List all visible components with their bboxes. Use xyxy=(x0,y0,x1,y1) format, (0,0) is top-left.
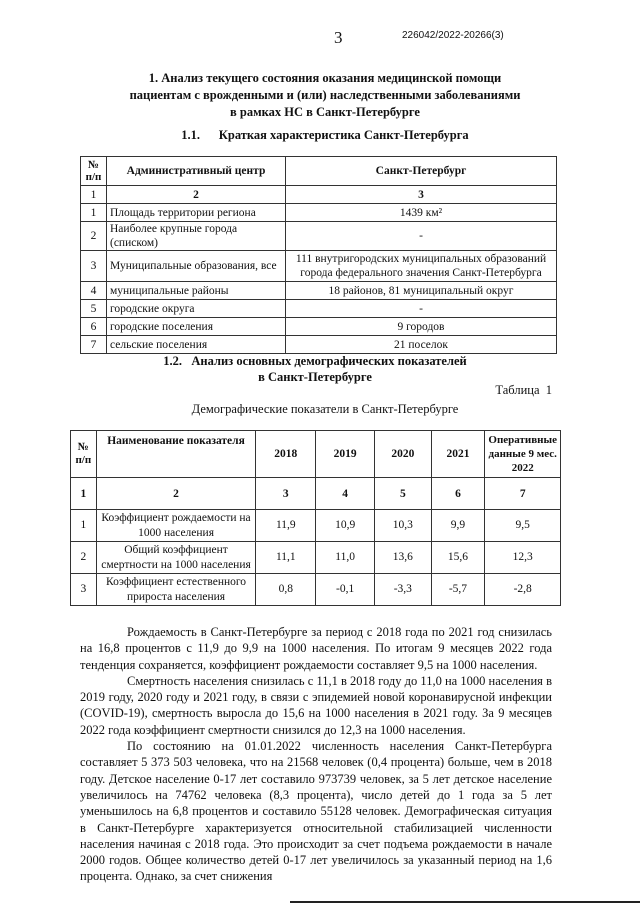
table-cell: 7 xyxy=(485,478,561,510)
page-bottom-divider xyxy=(290,901,640,903)
table-cell: сельские поселения xyxy=(107,336,286,354)
table-cell: -3,3 xyxy=(375,574,431,606)
heading-line: 1. Анализ текущего состояния оказания медицинской помощи xyxy=(148,71,502,85)
table-cell: 18 районов, 81 муниципальный округ xyxy=(286,282,557,300)
city-characteristics-table xyxy=(80,156,557,354)
header-cell: Оперативные данные 9 мес. 2022 xyxy=(485,431,561,478)
table-cell: 0,8 xyxy=(256,574,316,606)
heading-line: в рамках НС в Санкт-Петербурге xyxy=(230,105,420,119)
heading-line: пациентам с врожденными и (или) наследственными заболеваниями xyxy=(129,88,521,102)
table-cell: 2 xyxy=(107,186,286,204)
table-cell: - xyxy=(286,300,557,318)
table-cell: Муниципальные образования, все xyxy=(107,251,286,282)
section-heading-1-1: 1.1. Краткая характеристика Санкт-Петербурга xyxy=(181,128,469,142)
table-cell: Общий коэффициент смертности на 1000 населения xyxy=(96,542,256,574)
section-heading-1-2 xyxy=(80,353,550,385)
table-cell: 9,9 xyxy=(431,510,485,542)
table-cell: 6 xyxy=(431,478,485,510)
table-cell: Коэффициент естественного прироста населения xyxy=(96,574,256,606)
table-cell: -5,7 xyxy=(431,574,485,606)
table-row xyxy=(81,251,557,282)
table-cell: 10,3 xyxy=(375,510,431,542)
table-cell: 3 xyxy=(286,186,557,204)
table-cell: 2 xyxy=(96,478,256,510)
table-cell: муниципальные районы xyxy=(107,282,286,300)
page-number: 3 xyxy=(334,28,343,47)
table-caption: Демографические показатели в Санкт-Петербурге xyxy=(191,402,459,416)
table-cell: 11,9 xyxy=(256,510,316,542)
table-cell: 111 внутригородских муниципальных образований города федерального значения Санкт-Петербурга xyxy=(286,251,557,282)
header-cell: Административный центр xyxy=(107,157,286,186)
body-text xyxy=(80,624,552,885)
section-heading-1 xyxy=(80,70,570,121)
header-cell: 2021 xyxy=(431,431,485,478)
header-cell: № п/п xyxy=(81,157,107,186)
table-cell: 1 xyxy=(71,478,97,510)
table-cell: 11,1 xyxy=(256,542,316,574)
table-row xyxy=(81,336,557,354)
table-row xyxy=(71,574,561,606)
table-row xyxy=(71,510,561,542)
table-cell: 1 xyxy=(81,204,107,222)
table-cell: - xyxy=(286,222,557,251)
table-cell: 10,9 xyxy=(316,510,375,542)
table-cell: 2 xyxy=(71,542,97,574)
table-cell: 1439 км² xyxy=(286,204,557,222)
paragraph: По состоянию на 01.01.2022 численность населения Санкт-Петербурга составляет 5 373 503 человека, что на 21568 человек (0,4 процента) больше, чем в 2018 году. Детское население 0-17 лет составило 973739 человек, за 5 лет детское население увеличилось на 74762 человека (8,3 процента), число детей до 1 года за 5 лет уменьшилось на 6,8 процентов и составило 55128 человек. Демографическая ситуация в Санкт-Петербурге характеризуется относительной стабилизацией численности населения начиная с 2018 года. Это происходит за счет подъема рождаемости в начале 2000 годов. Общее количество детей 0-17 лет увеличилось за указанный период на 1,6 процента. Однако, за счет снижения xyxy=(80,739,552,884)
heading-line: в Санкт-Петербурге xyxy=(258,370,372,384)
demographics-table xyxy=(70,430,561,606)
paragraph: Рождаемость в Санкт-Петербурге за период с 2018 года по 2021 год снизилась на 16,8 процентов с 11,9 до 9,9 на 1000 населения. По итогам 9 месяцев 2022 года тенденция сохраняется, коэффициент рождаемости составляет 9,5 на 1000 населения. xyxy=(80,625,552,672)
table-cell: Наиболее крупные города (списком) xyxy=(107,222,286,251)
table-header-row xyxy=(71,431,561,478)
header-cell: Наименование показателя xyxy=(96,431,256,478)
header-cell: 2020 xyxy=(375,431,431,478)
table-cell: 12,3 xyxy=(485,542,561,574)
table-cell: 7 xyxy=(81,336,107,354)
table-cell: 11,0 xyxy=(316,542,375,574)
table-cell: 3 xyxy=(71,574,97,606)
header-cell: Санкт-Петербург xyxy=(286,157,557,186)
document-id: 226042/2022-20266(3) xyxy=(402,30,504,41)
table-header-row xyxy=(81,157,557,186)
numbering-row xyxy=(71,478,561,510)
paragraph: Смертность населения снизилась с 11,1 в 2018 году до 11,0 на 1000 населения в 2019 году, 2020 году и 2021 году, в связи с эпидемией новой коронавирусной инфекции (COVID-19), смертность выросла до 15,6 на 1000 населения в 2021 году. За 9 месяцев 2022 года коэффициент смертности снизился до 12,3 на 1000 населения. xyxy=(80,673,552,737)
table-cell: 9 городов xyxy=(286,318,557,336)
table-cell: 5 xyxy=(81,300,107,318)
table-cell: 3 xyxy=(81,251,107,282)
table-cell: Площадь территории региона xyxy=(107,204,286,222)
table-cell: 21 поселок xyxy=(286,336,557,354)
numbering-row xyxy=(81,186,557,204)
table-row xyxy=(81,300,557,318)
table-cell: 4 xyxy=(81,282,107,300)
table-cell: 1 xyxy=(71,510,97,542)
table-cell: 4 xyxy=(316,478,375,510)
table-cell: Коэффициент рождаемости на 1000 населения xyxy=(96,510,256,542)
table-cell: 15,6 xyxy=(431,542,485,574)
header-cell: 2018 xyxy=(256,431,316,478)
header-cell: № п/п xyxy=(71,431,97,478)
table-cell: 13,6 xyxy=(375,542,431,574)
table-row xyxy=(81,204,557,222)
header-cell: 2019 xyxy=(316,431,375,478)
table-cell: 9,5 xyxy=(485,510,561,542)
table-cell: -0,1 xyxy=(316,574,375,606)
table-cell: 3 xyxy=(256,478,316,510)
table-cell: 5 xyxy=(375,478,431,510)
table-row xyxy=(81,318,557,336)
table-row xyxy=(71,542,561,574)
table-label: Таблица 1 xyxy=(495,383,552,397)
table-cell: 2 xyxy=(81,222,107,251)
table-cell: 1 xyxy=(81,186,107,204)
heading-line: 1.2. Анализ основных демографических показателей xyxy=(163,354,467,368)
table-row xyxy=(81,282,557,300)
table-row xyxy=(81,222,557,251)
table-cell: городские поселения xyxy=(107,318,286,336)
table-cell: городские округа xyxy=(107,300,286,318)
table-cell: 6 xyxy=(81,318,107,336)
table-cell: -2,8 xyxy=(485,574,561,606)
